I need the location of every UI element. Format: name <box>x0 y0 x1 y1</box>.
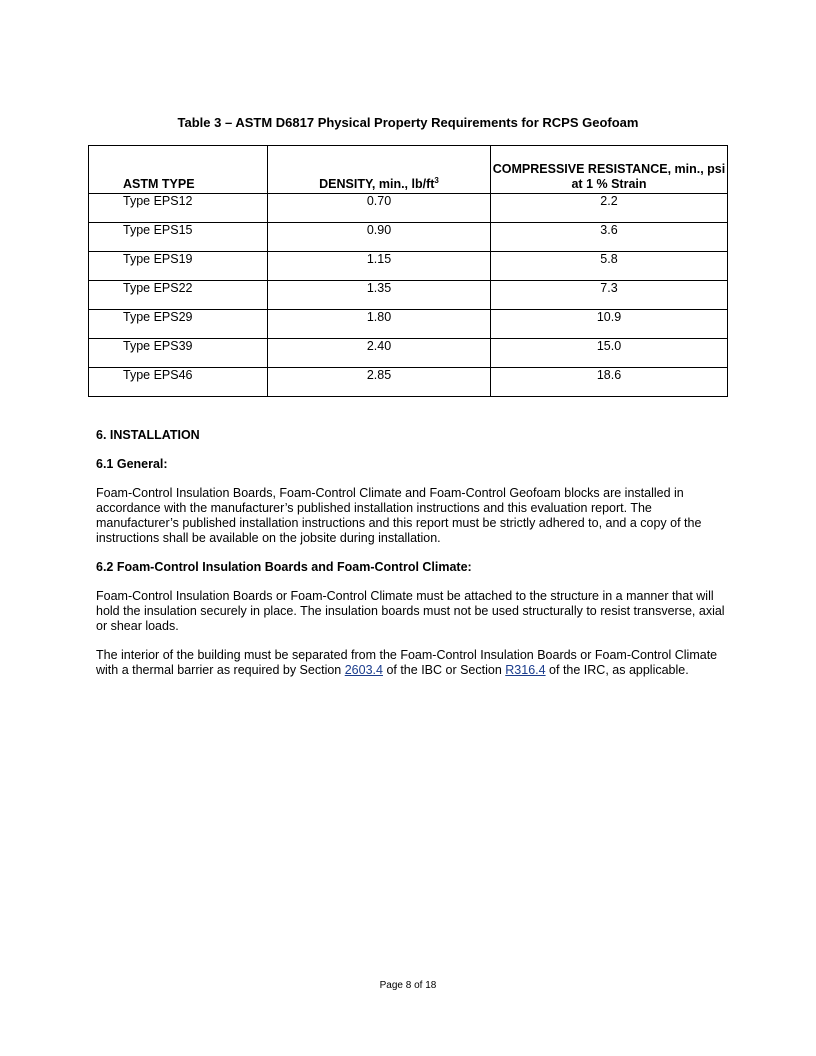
cell-density: 2.40 <box>268 339 491 368</box>
cell-type: Type EPS46 <box>89 368 268 397</box>
header-astm-type: ASTM TYPE <box>89 146 268 194</box>
ibc-section-link[interactable]: 2603.4 <box>344 663 383 677</box>
cell-type: Type EPS15 <box>89 223 268 252</box>
thermal-barrier-text-a: The interior of the building must be separated from the Foam-Control Insulation Boards or Foam-Control Climate with a thermal barrier as required by Section <box>96 648 718 677</box>
cell-resistance: 10.9 <box>491 310 728 339</box>
table-header-row <box>89 146 728 194</box>
header-density-superscript: 3 <box>434 175 439 185</box>
attachment-paragraph: Foam-Control Insulation Boards or Foam-Control Climate must be attached to the structure in a manner that will hold the insulation securely in place. The insulation boards must not be used structurally to resist transverse, axial or shear loads. <box>96 589 725 633</box>
table-row <box>89 252 728 281</box>
thermal-barrier-text-b: of the IBC or Section <box>382 663 506 677</box>
cell-resistance: 2.2 <box>491 194 728 223</box>
cell-type: Type EPS39 <box>89 339 268 368</box>
cell-resistance: 18.6 <box>491 368 728 397</box>
table-row <box>89 223 728 252</box>
page-number: Page 8 of 18 <box>379 980 437 991</box>
cell-resistance: 15.0 <box>491 339 728 368</box>
table-row <box>89 194 728 223</box>
installation-section <box>96 428 726 692</box>
cell-type: Type EPS12 <box>89 194 268 223</box>
section-heading-installation: 6. INSTALLATION <box>96 428 200 442</box>
cell-type: Type EPS19 <box>89 252 268 281</box>
irc-section-link[interactable]: R316.4 <box>505 663 546 677</box>
cell-density: 1.15 <box>268 252 491 281</box>
header-density <box>268 146 491 194</box>
cell-density: 1.35 <box>268 281 491 310</box>
cell-density: 0.90 <box>268 223 491 252</box>
cell-density: 1.80 <box>268 310 491 339</box>
subsection-heading-general: 6.1 General: <box>96 457 168 471</box>
table-row <box>89 339 728 368</box>
header-density-label: DENSITY, min., lb/ft <box>319 177 435 191</box>
cell-density: 0.70 <box>268 194 491 223</box>
property-requirements-table <box>88 145 728 397</box>
cell-type: Type EPS22 <box>89 281 268 310</box>
cell-resistance: 7.3 <box>491 281 728 310</box>
table-row <box>89 368 728 397</box>
general-paragraph: Foam-Control Insulation Boards, Foam-Control Climate and Foam-Control Geofoam blocks are installed in accordance with the manufacturer’s published installation instructions and this evaluation report. The manufacturer’s published installation instructions and this report must be strictly adhered to, and a copy of the instructions shall be available on the jobsite during installation. <box>96 486 702 545</box>
header-compressive-resistance <box>491 146 728 194</box>
cell-density: 2.85 <box>268 368 491 397</box>
table-row <box>89 310 728 339</box>
thermal-barrier-text-c: of the IRC, as applicable. <box>545 663 689 677</box>
cell-resistance: 3.6 <box>491 223 728 252</box>
table-row <box>89 281 728 310</box>
subsection-heading-boards-climate: 6.2 Foam-Control Insulation Boards and Foam-Control Climate: <box>96 560 472 574</box>
thermal-barrier-paragraph <box>96 648 726 678</box>
cell-resistance: 5.8 <box>491 252 728 281</box>
header-resistance-line1: COMPRESSIVE RESISTANCE, min., psi <box>492 162 726 176</box>
cell-type: Type EPS29 <box>89 310 268 339</box>
table-title: Table 3 – ASTM D6817 Physical Property Requirements for RCPS Geofoam <box>177 115 639 130</box>
header-resistance-line2: at 1 % Strain <box>571 177 647 191</box>
